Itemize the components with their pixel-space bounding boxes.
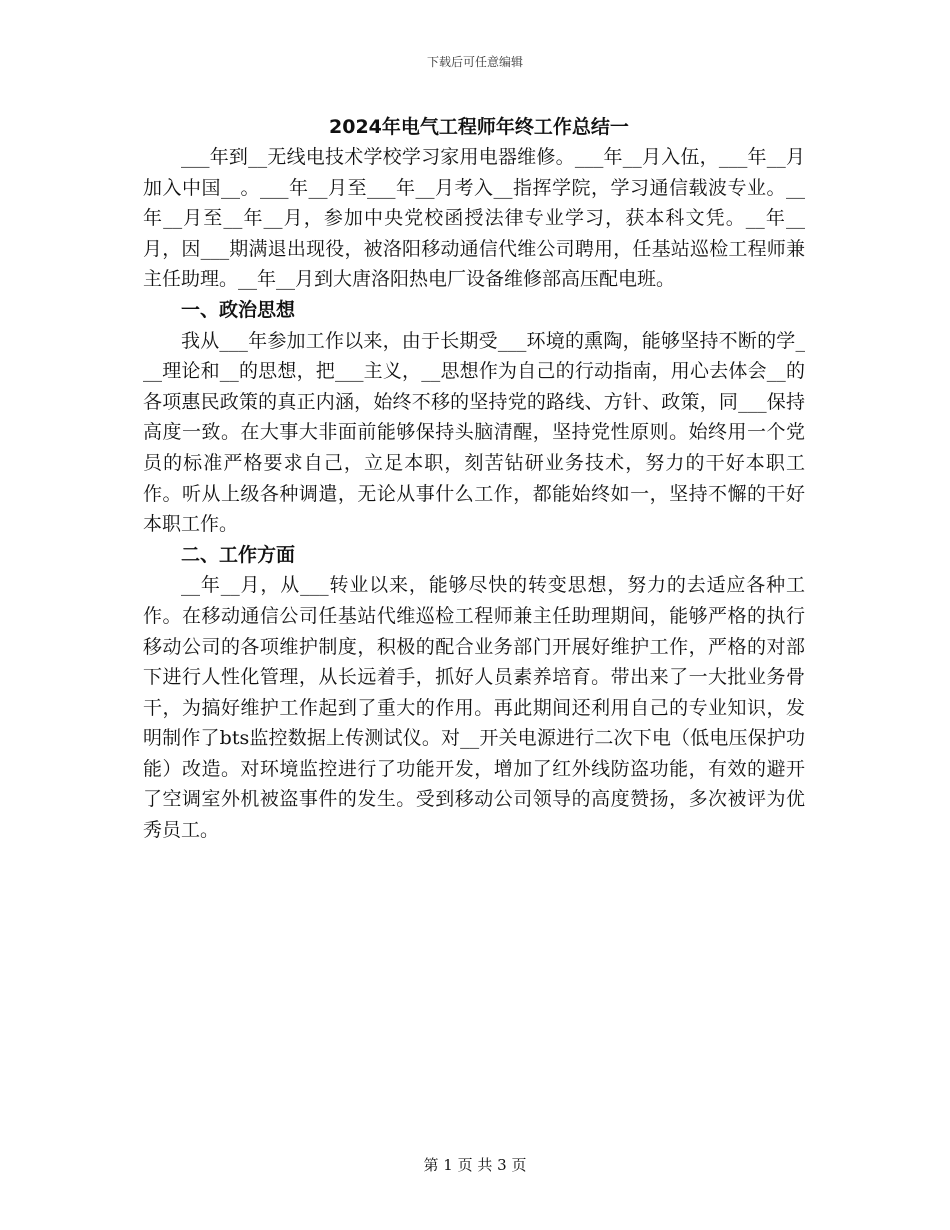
section-body-work: __年__月，从___转业以来，能够尽快的转变思想，努力的去适应各种工作。在移动通信公司任基站代维巡检工程师兼主任助理期间，能够严格的执行移动公司的各项维护制度，积极的配合业务部门开展好维护工作，严格的对部下进行人性化管理，从长远着手，抓好人员素养培育。带出来了一大批业务骨干，为搞好维护工作起到了重大的作用。再此期间还利用自己的专业知识，发明制作了bts监控数据上传测试仪。对__开关电源进行二次下电（低电压保护功能）改造。对环境监控进行了功能开发，增加了红外线防盗功能，有效的避开了空调室外机被盗事件的发生。受到移动公司领导的高度赞扬，多次被评为优秀员工。 <box>143 574 805 842</box>
document-title: 2024年电气工程师年终工作总结一 <box>329 116 629 138</box>
section-heading-politics: 一、政治思想 <box>181 298 296 321</box>
section-body-politics: 我从___年参加工作以来，由于长期受___环境的熏陶，能够坚持不断的学___理论和__的思想，把___主义，__思想作为自己的行动指南，用心去体会__的各项惠民政策的真正内涵，始终不移的坚持党的路线、方针、政策，同___保持高度一致。在大事大非面前能够保持头脑清醒，坚持党性原则。始终用一个党员的标准严格要求自己，立足本职，刻苦钻研业务技术，努力的干好本职工作。听从上级各种调遣，无论从事什么工作，都能始终如一，坚持不懈的干好本职工作。 <box>143 329 805 536</box>
document-body <box>143 112 805 846</box>
page-footer: 第 1 页 共 3 页 <box>423 1156 527 1174</box>
header-note: 下载后可任意编辑 <box>426 55 523 69</box>
intro-paragraph: ___年到__无线电技术学校学习家用电器维修。___年__月入伍，___年__月加入中国__。___年__月至___年__月考入__指挥学院，学习通信载波专业。__年__月至__年__月，参加中央党校函授法律专业学习，获本科文凭。__年__月，因___期满退出现役，被洛阳移动通信代维公司聘用，任基站巡检工程师兼主任助理。__年__月到大唐洛阳热电厂设备维修部高压配电班。 <box>143 146 805 291</box>
section-heading-work: 二、工作方面 <box>181 543 296 566</box>
